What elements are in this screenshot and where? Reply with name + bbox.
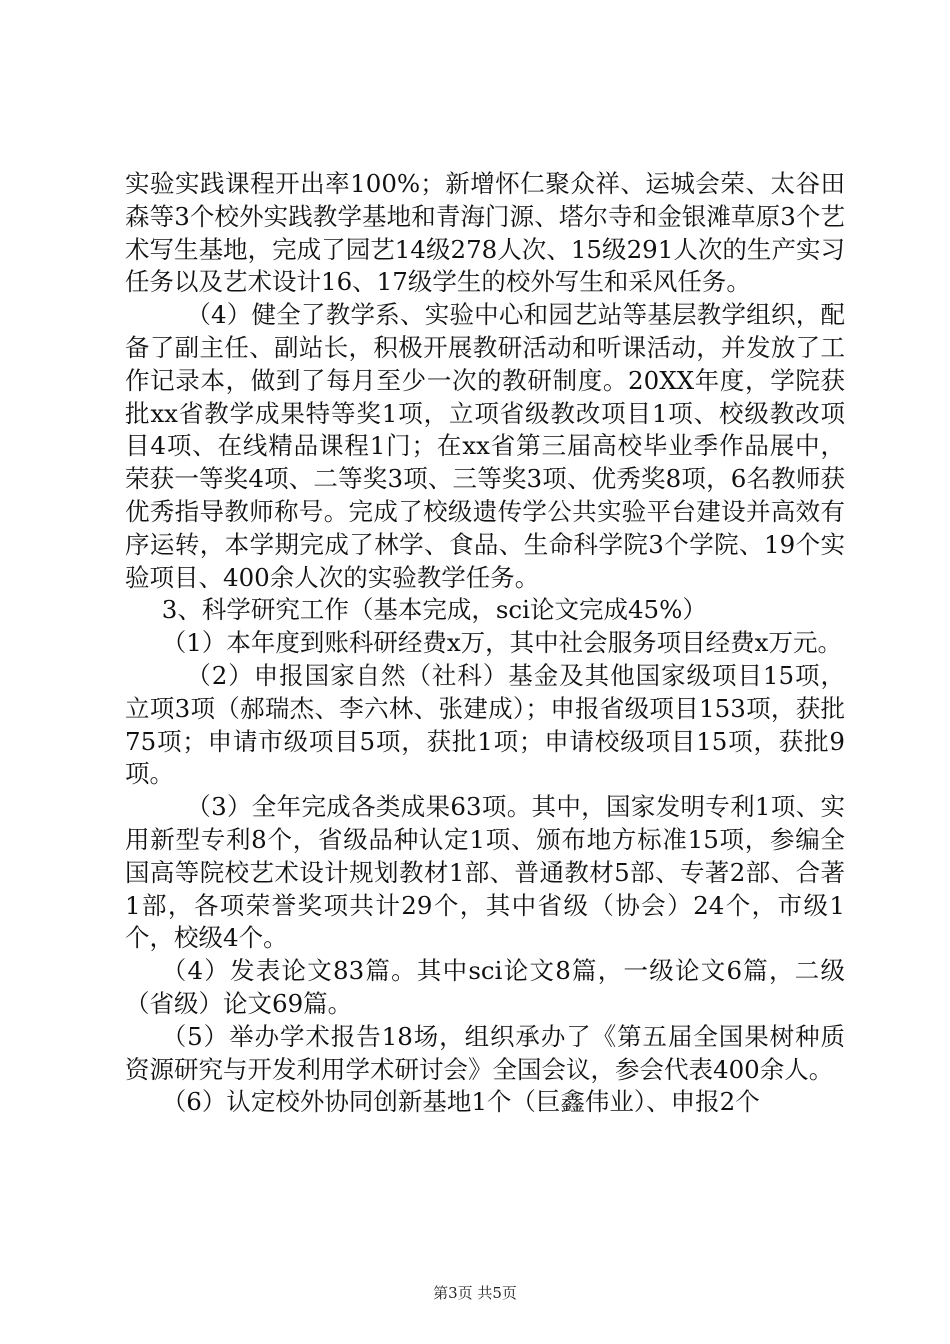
paragraph-academic-reports: （5）举办学术报告18场，组织承办了《第五届全国果树种质资源研究与开发利用学术研讨会》全国会议，参会代表400余人。 xyxy=(125,1021,845,1084)
section-heading-research: 3、科学研究工作（基本完成，sci论文完成45%） xyxy=(161,595,707,625)
paragraph-research-funds: （1）本年度到账科研经费x万，其中社会服务项目经费x万元。 xyxy=(161,628,842,658)
paragraph-continued: 实验实践课程开出率100%；新增怀仁聚众祥、运城会荣、太谷田森等3个校外实践教学基地和青海门源、塔尔寺和金银滩草原3个艺术写生基地，完成了园艺14级278人次、15级291人次的生产实习任务以及艺术设计16、17级学生的校外写生和采风任务。 xyxy=(125,169,845,297)
paragraph-publications: （4）发表论文83篇。其中sci论文8篇，一级论文6篇，二级（省级）论文69篇。 xyxy=(125,956,845,1018)
paragraph-teaching-organization: （4）健全了教学系、实验中心和园艺站等基层教学组织，配备了副主任、副站长，积极开展教研活动和听课活动，并发放了工作记录本，做到了每月至少一次的教研制度。20XX年度，学院获批xx省教学成果特等奖1项，立项省级教改项目1项、校级教改项目4项、在线精品课程1门；在xx省第三届高校毕业季作品展中，荣获一等奖4项、二等奖3项、三等奖3项、优秀奖8项，6名教师获优秀指导教师称号。完成了校级遗传学公共实验平台建设并高效有序运转，本学期完成了林学、食品、生命科学院3个学院、19个实验项目、400余人次的实验教学任务。 xyxy=(125,300,845,592)
paragraph-innovation-bases: （6）认定校外协同创新基地1个（巨鑫伟业）、申报2个 xyxy=(161,1087,760,1117)
document-body xyxy=(125,168,845,1119)
paragraph-project-applications: （2）申报国家自然（社科）基金及其他国家级项目15项，立项3项（郝瑞杰、李六林、张建成）；申报省级项目153项，获批75项；申请市级项目5项，获批1项；申请校级项目15项，获批9项。 xyxy=(125,660,845,789)
paragraph-achievements: （3）全年完成各类成果63项。其中，国家发明专利1项、实用新型专利8个，省级品种认定1项、颁布地方标准15项，参编全国高等院校艺术设计规划教材1部、普通教材5部、专著2部、合著1部，各项荣誉奖项共计29个，其中省级（协会）24个，市级1个，校级4个。 xyxy=(125,792,845,953)
page-number-footer: 第3页 共5页 xyxy=(433,1284,517,1302)
